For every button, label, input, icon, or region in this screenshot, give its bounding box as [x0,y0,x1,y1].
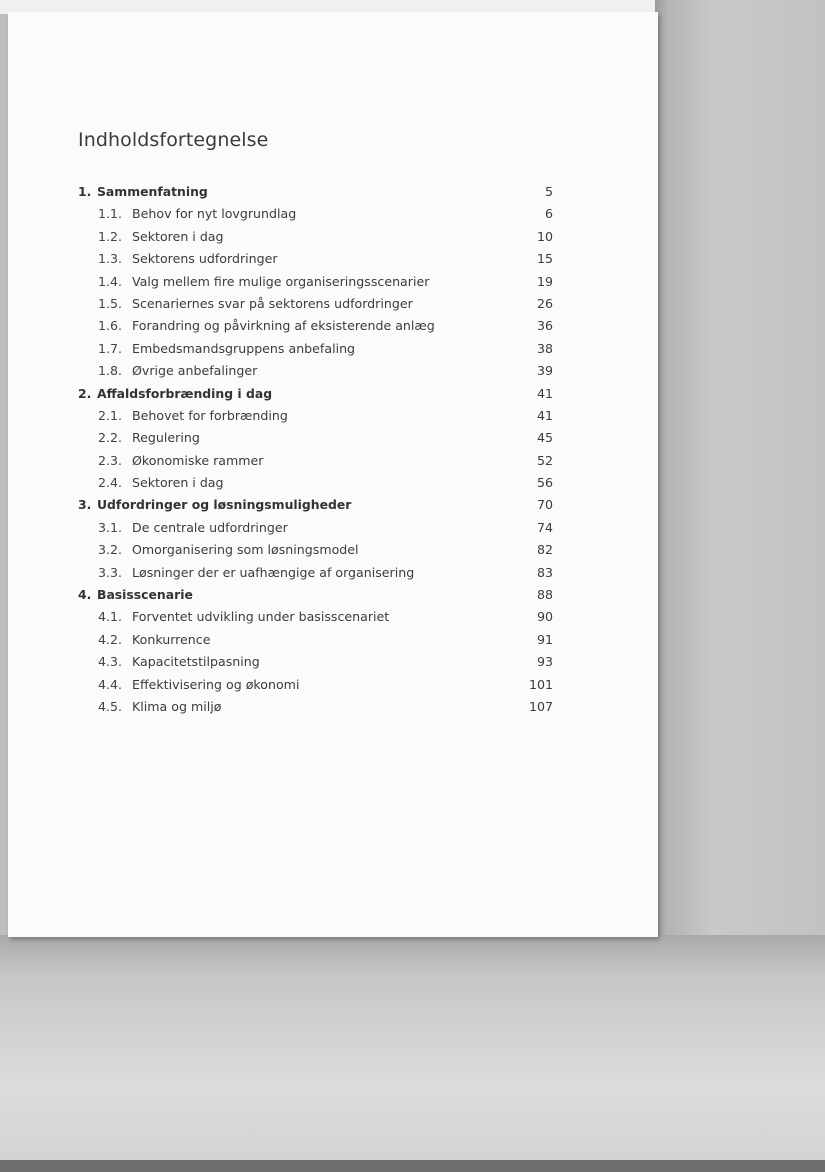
toc-entry-title: Økonomiske rammer [132,452,264,468]
toc-entry-number: 1.1. [98,206,123,222]
toc-entry-page-number: 56 [536,475,553,491]
toc-entry-title: Forventet udvikling under basisscenariet [132,609,390,625]
toc-entry-number: 2.2. [98,430,123,446]
toc-entry-number: 3.3. [98,564,123,580]
toc-entry-title: Øvrige anbefalinger [132,363,258,379]
toc-entry-page-number: 6 [544,206,553,222]
toc-section-entry[interactable] [78,517,558,539]
toc-entry-title: Regulering [132,430,200,446]
toc-entry-title: Sammenfatning [97,184,208,199]
toc-chapter-entry[interactable] [78,584,558,606]
toc-entry-number: 3.1. [98,519,123,535]
toc-section-entry[interactable] [78,360,558,382]
toc-section-entry[interactable] [78,203,558,225]
toc-entry-page-number: 52 [536,452,553,468]
toc-section-entry[interactable] [78,562,558,584]
toc-entry-number: 4.3. [98,654,123,670]
toc-entry-page-number: 91 [536,631,553,647]
toc-entry-page-number: 45 [536,430,553,446]
toc-entry-page-number: 88 [536,587,553,603]
toc-entry-page-number: 93 [536,654,553,670]
toc-entry-number: 2.3. [98,452,123,468]
toc-entry-number: 1.8. [98,363,123,379]
toc-entry-page-number: 90 [536,609,553,625]
toc-entry-page-number: 70 [536,497,553,513]
toc-entry-number: 1.2. [98,228,123,244]
toc-entry-number: 2.4. [98,475,123,491]
toc-entry-title: Omorganisering som løsningsmodel [132,542,359,558]
toc-entry-title: Behov for nyt lovgrundlag [132,206,297,222]
toc-entry-number: 4.1. [98,609,123,625]
toc-section-entry[interactable] [78,405,558,427]
toc-entry-page-number: 19 [536,273,553,289]
toc-entry-page-number: 41 [536,407,553,423]
toc-entry-number: 2.1. [98,407,123,423]
toc-chapter-entry[interactable] [78,494,558,516]
toc-entry-number: 1.4. [98,273,123,289]
toc-entry-number: 4.4. [98,676,123,692]
toc-entry-title: Klima og miljø [132,698,222,714]
toc-entry-page-number: 82 [536,542,553,558]
toc-entry-number: 1. [78,184,92,199]
toc-section-entry[interactable] [78,539,558,561]
toc-entry-page-number: 74 [536,519,553,535]
toc-entry-title: Udfordringer og løsningsmuligheder [97,497,352,513]
toc-entry-title: Konkurrence [132,631,211,647]
toc-entry-title: Scenariernes svar på sektorens udfordringer [132,295,413,311]
toc-chapter-entry[interactable] [78,181,558,203]
toc-section-entry[interactable] [78,293,558,315]
toc-entry-page-number: 36 [536,318,553,334]
toc-entry-title: Basisscenarie [97,587,193,603]
toc-entry-page-number: 101 [528,676,553,692]
toc-section-entry[interactable] [78,427,558,449]
toc-entry-page-number: 5 [544,184,553,199]
toc-chapter-entry[interactable] [78,383,558,405]
scan-bottom-edge [0,1160,825,1172]
toc-entry-number: 1.7. [98,340,123,356]
toc-entry-number: 2. [78,385,92,401]
toc-section-entry[interactable] [78,696,558,718]
toc-entry-title: Embedsmandsgruppens anbefaling [132,340,356,356]
page-title: Indholdsfortegnelse [78,128,269,151]
toc-entry-title: Effektivisering og økonomi [132,676,300,692]
toc-entry-title: De centrale udfordringer [132,519,288,535]
toc-entry-title: Affaldsforbrænding i dag [97,385,273,401]
toc-entry-title: Valg mellem fire mulige organiseringsscenarier [132,273,430,289]
toc-section-entry[interactable] [78,472,558,494]
toc-section-entry[interactable] [78,248,558,270]
toc-section-entry[interactable] [78,629,558,651]
toc-entry-number: 3.2. [98,542,123,558]
toc-entry-number: 3. [78,497,92,513]
toc-section-entry[interactable] [78,606,558,628]
toc-entry-title: Kapacitetstilpasning [132,654,260,670]
toc-section-entry[interactable] [78,450,558,472]
toc-section-entry[interactable] [78,674,558,696]
toc-entry-number: 1.5. [98,295,123,311]
toc-entry-page-number: 38 [536,340,553,356]
toc-entry-page-number: 41 [536,385,553,401]
toc-entry-title: Sektoren i dag [132,228,224,244]
toc-entry-number: 4. [78,587,92,603]
toc-entry-number: 4.2. [98,631,123,647]
toc-entry-title: Løsninger der er uafhængige af organisering [132,564,415,580]
table-of-contents [78,181,558,718]
toc-entry-page-number: 39 [536,363,553,379]
toc-entry-page-number: 10 [536,228,553,244]
toc-entry-page-number: 15 [536,251,553,267]
toc-entry-title: Sektorens udfordringer [132,251,278,267]
toc-section-entry[interactable] [78,338,558,360]
toc-entry-page-number: 107 [528,698,553,714]
toc-entry-title: Forandring og påvirkning af eksisterende anlæg [132,318,435,334]
toc-section-entry[interactable] [78,271,558,293]
toc-section-entry[interactable] [78,226,558,248]
toc-section-entry[interactable] [78,315,558,337]
toc-entry-number: 1.3. [98,251,123,267]
toc-entry-title: Sektoren i dag [132,475,224,491]
toc-entry-number: 4.5. [98,698,123,714]
toc-entry-page-number: 26 [536,295,553,311]
toc-section-entry[interactable] [78,651,558,673]
toc-entry-number: 1.6. [98,318,123,334]
toc-entry-title: Behovet for forbrænding [132,407,288,423]
toc-entry-page-number: 83 [536,564,553,580]
scan-background-bottom [0,935,825,1172]
